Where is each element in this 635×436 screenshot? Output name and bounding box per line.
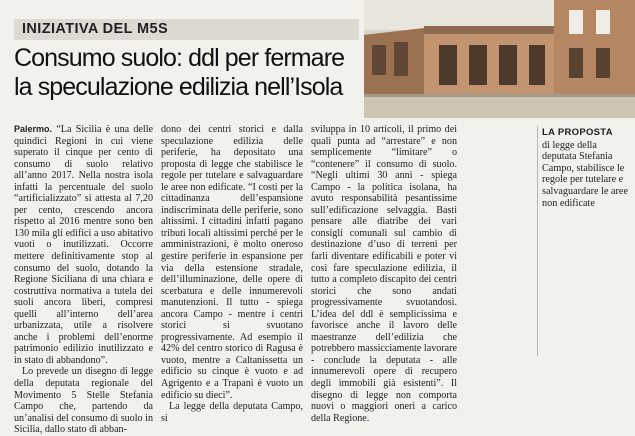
article-kicker: INIZIATIVA DEL M5S xyxy=(22,21,169,37)
headline-line-1: Consumo suolo: ddl per fermare xyxy=(14,44,345,72)
headline-line-2: la speculazione edilizia nell’Isola xyxy=(14,72,343,101)
sidebar-divider xyxy=(537,126,538,356)
article-column-1 xyxy=(14,124,153,436)
dateline: Palermo. xyxy=(14,124,53,134)
column-1-paragraph-1: “La Sicilia è una delle quindici Regioni in cui viene superato il cinque per cento di consumo di suolo relativo all’anno 2017. Nella nostra isola infatti la percentuale del suolo “artificializzato” si attesta al 7,20 per cento, crescendo ancora rispetto al 2016 mentre sono ben 130 mila gli edifici a uso abitativo vuoti o inutilizzati. Occorre mettere definitivamente stop al consumo del suolo, dotando la Regione Siciliana di una chiara e costruttiva normativa a tutela dei suoli ancora liberi, compresi quelli all’interno dell’area urbanizzata, utile a risolvere anche i problemi dell’enorme patrimonio edilizio inutilizzato e in stato di abbandono”. xyxy=(14,124,153,366)
column-3-paragraph-1: sviluppa in 10 articoli, il primo dei quali punta ad “arrestare” e non semplicemente “limitare” o “contenere” il consumo di suolo. “Negli ultimi 30 anni - spiega Campo - la politica isolana, ha avuto responsabilità pesantissime sull’edificazione selvaggia. Basti pensare alle diatribe dei vari consigli comunali sul cambio di destinazione d’uso di terreni per farli diventare edificabili e poter vi così fare speculazione edilizia, il tutto a completo discapito dei centri storici che sono andati progressivamente svuotandosi. L’idea del ddl è semplicissima e favorisce anche il lavoro delle maestranze dell’edilizia che potrebbero massicciamente lavorare - conclude la deputata - alle innumerevoli opere di recupero degli immobili già esistenti”. Il disegno di legge non comporta nuovi o maggiori oneri a carico della Regione. xyxy=(311,124,457,424)
column-2-paragraph-2: La legge della deputata Campo, si xyxy=(161,401,303,424)
column-1-paragraph-2: Lo prevede un disegno di legge della deputata regionale del Movimento 5 Stelle Stefania Campo che, partendo da un’analisi del consumo di suolo in Sicilia, dallo stato di abban- xyxy=(14,366,153,436)
article-photo xyxy=(364,0,635,118)
sidebar-box xyxy=(542,127,632,209)
article-headline xyxy=(14,44,362,101)
sidebar-text: di legge della deputata Stefania Campo, stabilisce le regole per tutelare e salvaguardare le aree non edificate xyxy=(542,139,628,209)
article-column-2 xyxy=(161,124,303,424)
column-2-paragraph-1: dono dei centri storici e dalla speculazione edilizia delle periferie, ha depositato una proposta di legge che stabilisce le regole per tutelare e salvaguardare le aree non edificate. “I costi per la cittadinanza dell’espansione indiscriminata delle periferie, sono altissimi. I cittadini infatti pagano tributi locali altissimi perché per le amministrazioni, è molto oneroso gestire periferie in espansione per via della estensione stradale, dell’illuminazione, delle opere di scerbatura e delle innumerevoli manutenzioni. Il tutto - spiega ancora Campo - mentre i centri storici si svuotano progressivamente. Ad esempio il 42% del centro storico di Ragusa è vuoto, mentre a Caltanissetta un edificio su cinque è vuoto e ad Agrigento e a Trapani è vuoto un edificio su dieci”. xyxy=(161,124,303,401)
building-construction-photo-icon xyxy=(364,0,635,118)
sidebar-title: LA PROPOSTA xyxy=(542,127,613,138)
article-column-3 xyxy=(311,124,457,424)
